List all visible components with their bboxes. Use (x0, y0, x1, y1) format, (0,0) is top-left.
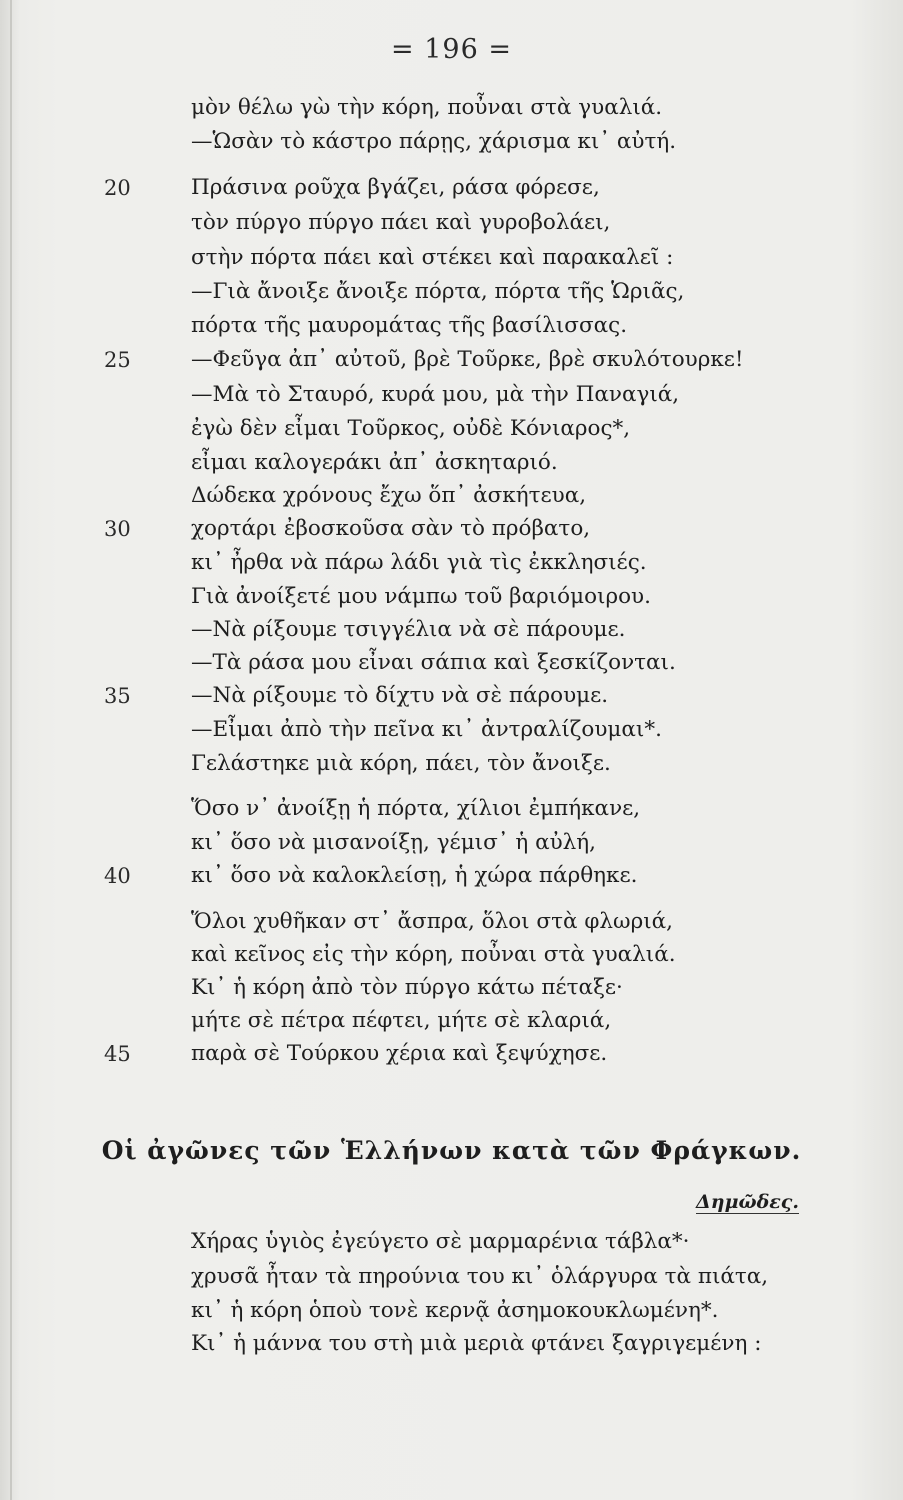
line-number: 20 (104, 176, 131, 200)
poem-line: χρυσᾶ ἦταν τὰ πηρούνια του κι᾽ ὁλάργυρα τὰ πιάτα, (191, 1264, 769, 1289)
poem-line: καὶ κεῖνος εἰς τὴν κόρη, ποὖναι στὰ γυαλιά. (191, 942, 676, 967)
poem-line: κι᾽ ὅσο νὰ καλοκλείσῃ, ἡ χώρα πάρθηκε. (191, 863, 638, 888)
poem-line: Γιὰ ἀνοίξετέ μου νάμπω τοῦ βαριόμοιρου. (191, 584, 651, 609)
poem-line: κι᾽ ἡ κόρη ὁποὺ τονὲ κερνᾷ ἀσημοκουκλωμένη*. (191, 1298, 719, 1323)
poem-line: —Ὡσὰν τὸ κάστρο πάρῃς, χάρισμα κι᾽ αὐτή. (191, 129, 677, 154)
line-number: 30 (104, 517, 131, 541)
poem-line: μήτε σὲ πέτρα πέφτει, μήτε σὲ κλαριά, (191, 1008, 612, 1033)
section-heading: Οἱ ἀγῶνες τῶν Ἑλλήνων κατὰ τῶν Φράγκων. (101, 1136, 802, 1165)
poem-line: —Μὰ τὸ Σταυρό, κυρά μου, μὰ τὴν Παναγιά, (191, 382, 680, 407)
line-number: 35 (104, 684, 131, 708)
poem-line: Πράσινα ροῦχα βγάζει, ράσα φόρεσε, (191, 175, 600, 200)
poem-line: κι᾽ ἦρθα νὰ πάρω λάδι γιὰ τὶς ἐκκλησιές. (191, 550, 647, 575)
poem-line: Ὅλοι χυθῆκαν στ᾽ ἄσπρα, ὅλοι στὰ φλωριά, (191, 909, 673, 934)
poem-line: —Νὰ ρίξουμε τὸ δίχτυ νὰ σὲ πάρουμε. (191, 683, 609, 708)
poem-line: παρὰ σὲ Τούρκου χέρια καὶ ξεψύχησε. (191, 1041, 608, 1066)
poem-line: ἐγὼ δὲν εἶμαι Τοῦρκος, οὐδὲ Κόνιαρος*, (191, 416, 631, 441)
poem-line: —Φεῦγα ἀπ᾽ αὐτοῦ, βρὲ Τοῦρκε, βρὲ σκυλότουρκε! (191, 347, 744, 372)
line-number: 40 (104, 864, 131, 888)
poem-line: Κι᾽ ἡ μάννα του στὴ μιὰ μεριὰ φτάνει ξαγριγεμένη : (191, 1331, 762, 1356)
poem-line: κι᾽ ὅσο νὰ μισανοίξῃ, γέμισ᾽ ἡ αὐλή, (191, 830, 597, 855)
poem-line: —Νὰ ρίξουμε τσιγγέλια νὰ σὲ πάρουμε. (191, 617, 626, 642)
section-subheading: Δημῶδες. (696, 1191, 799, 1213)
page-number: = 196 = (391, 34, 512, 65)
poem-line: Ὅσο ν᾽ ἀνοίξῃ ἡ πόρτα, χίλιοι ἐμπήκανε, (191, 796, 641, 821)
poem-line: Δώδεκα χρόνους ἔχω ὅπ᾽ ἀσκήτευα, (191, 483, 587, 508)
poem-line: —Εἶμαι ἀπὸ τὴν πεῖνα κι᾽ ἀντραλίζουμαι*. (191, 717, 662, 742)
poem-line: Χήρας ὑγιὸς ἐγεύγετο σὲ μαρμαρένια τάβλα*· (191, 1229, 690, 1254)
poem-line: πόρτα τῆς μαυρομάτας τῆς βασίλισσας. (191, 313, 628, 338)
line-number: 45 (104, 1042, 131, 1066)
poem-line: Κι᾽ ἡ κόρη ἀπὸ τὸν πύργο κάτω πέταξε· (191, 975, 623, 1000)
poem-line: μὸν θέλω γὼ τὴν κόρη, ποὖναι στὰ γυαλιά. (191, 95, 663, 120)
poem-line: Γελάστηκε μιὰ κόρη, πάει, τὸν ἄνοιξε. (191, 751, 611, 776)
poem-line: —Τὰ ράσα μου εἶναι σάπια καὶ ξεσκίζονται. (191, 650, 676, 675)
poem-line: εἶμαι καλογεράκι ἀπ᾽ ἀσκηταριό. (191, 450, 558, 475)
poem-line: χορτάρι ἐβοσκοῦσα σὰν τὸ πρόβατο, (191, 516, 591, 541)
poem-line: στὴν πόρτα πάει καὶ στέκει καὶ παρακαλεῖ : (191, 245, 674, 270)
poem-line: —Γιὰ ἄνοιξε ἄνοιξε πόρτα, πόρτα τῆς Ὡριᾶς, (191, 279, 685, 304)
page-edge-shadow (10, 0, 12, 1500)
line-number: 25 (104, 348, 131, 372)
poem-line: τὸν πύργο πύργο πάει καὶ γυροβολάει, (191, 210, 611, 235)
